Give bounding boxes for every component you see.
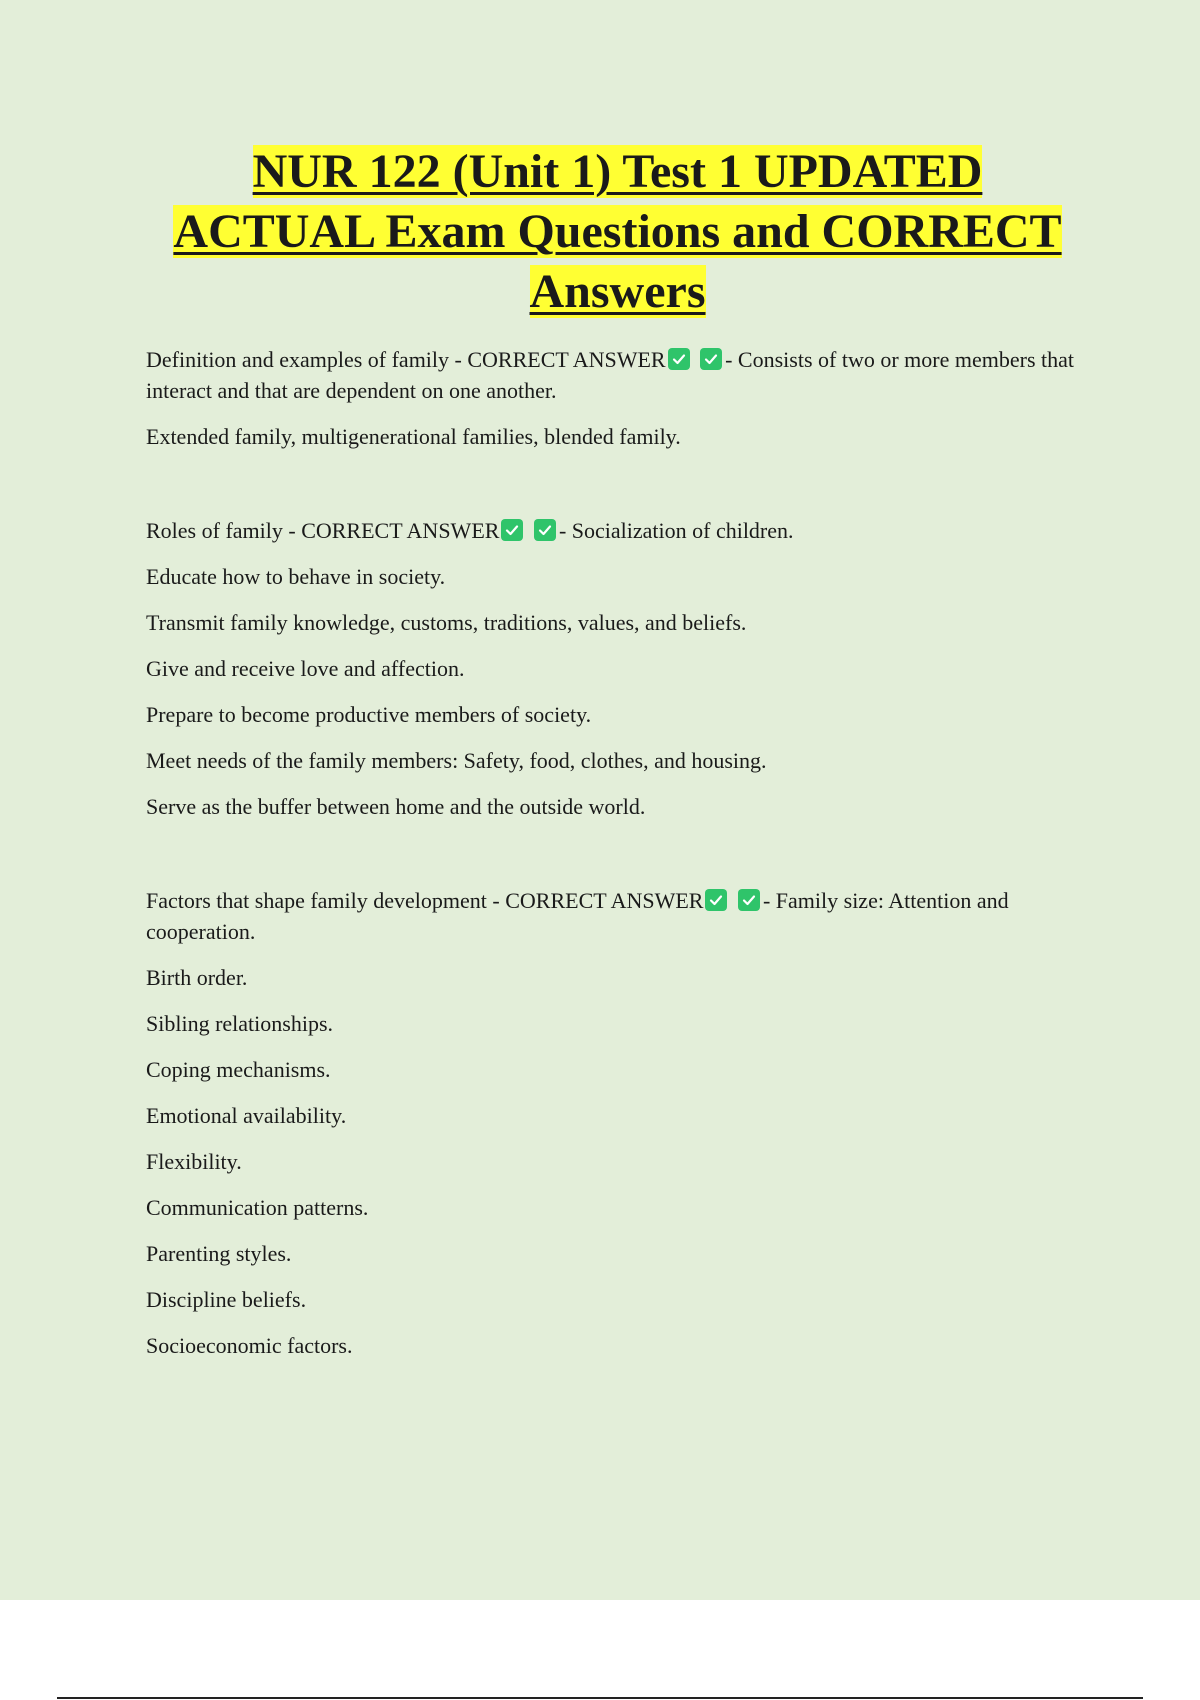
question-text: Roles of family - CORRECT ANSWER (146, 518, 500, 543)
answer-line: Coping mechanisms. (146, 1057, 331, 1082)
answer-line: Parenting styles. (146, 1241, 292, 1266)
answer-line: Flexibility. (146, 1149, 242, 1174)
footer-divider (57, 1697, 1143, 1699)
answer-text: - Consists of two or more members that interact and that are dependent on one another. (146, 347, 1074, 403)
checkmark-icon (534, 519, 556, 541)
answer-line: Give and receive love and affection. (146, 656, 465, 681)
answer-line: Serve as the buffer between home and the outside world. (146, 794, 646, 819)
checkmark-icon (700, 348, 722, 370)
question-answer-1 (146, 344, 1086, 406)
title-line-2: ACTUAL Exam Questions and CORRECT (173, 205, 1062, 258)
answer-line: Meet needs of the family members: Safety, food, clothes, and housing. (146, 748, 767, 773)
question-text: Factors that shape family development - CORRECT ANSWER (146, 888, 704, 913)
answer-line: Socioeconomic factors. (146, 1333, 353, 1358)
checkmark-icon (738, 889, 760, 911)
answer-line: Birth order. (146, 965, 248, 990)
title-line-1: NUR 122 (Unit 1) Test 1 UPDATED (252, 145, 983, 198)
document-body (146, 344, 1086, 1376)
question-text: Definition and examples of family - CORRECT ANSWER (146, 347, 666, 372)
answer-line: Prepare to become productive members of society. (146, 702, 592, 727)
checkmark-icon (501, 519, 523, 541)
answer-text: - Socialization of children. (558, 518, 794, 543)
answer-line: Educate how to behave in society. (146, 564, 446, 589)
page-title (100, 142, 1135, 322)
checkmark-icon (705, 889, 727, 911)
answer-line: Discipline beliefs. (146, 1287, 307, 1312)
answer-line: Emotional availability. (146, 1103, 347, 1128)
question-answer-3 (146, 885, 1086, 947)
answer-line: Transmit family knowledge, customs, traditions, values, and beliefs. (146, 610, 747, 635)
question-answer-2 (146, 515, 1086, 546)
answer-line: Extended family, multigenerational families, blended family. (146, 424, 681, 449)
answer-line: Sibling relationships. (146, 1011, 333, 1036)
section-spacer (146, 837, 1086, 885)
answer-line: Communication patterns. (146, 1195, 369, 1220)
section-spacer (146, 467, 1086, 515)
title-line-3: Answers (529, 265, 706, 318)
checkmark-icon (668, 348, 690, 370)
answer-text: - Family size: Attention and cooperation. (146, 888, 1009, 944)
